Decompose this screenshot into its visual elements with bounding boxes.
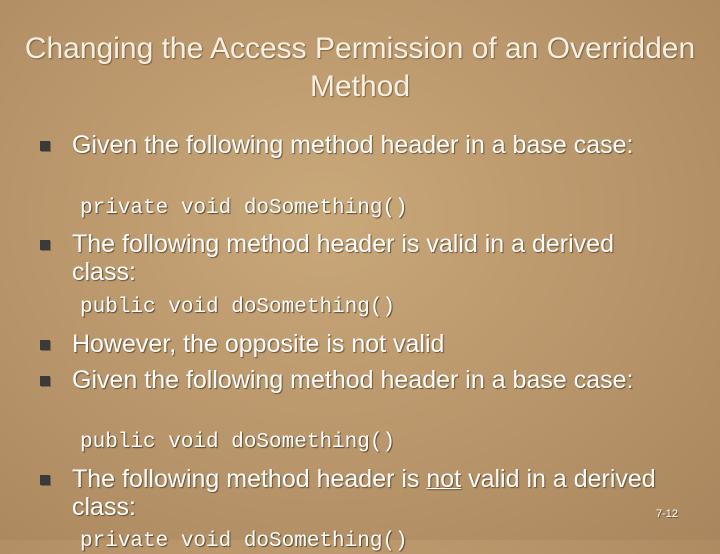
code-line: private void doSomething(): [80, 197, 408, 220]
bullet-text: Given the following method header in a base case:: [72, 366, 634, 394]
bullet-text: Given the following method header in a base case:: [72, 131, 634, 159]
square-bullet-icon: [40, 340, 50, 350]
bullet-item: [40, 131, 660, 159]
bullet-text: However, the opposite is not valid: [72, 330, 445, 358]
code-line: public void doSomething(): [80, 431, 396, 454]
code-line: public void doSomething(): [80, 296, 396, 319]
emphasis-not: not: [426, 465, 462, 493]
bullet-item: [40, 366, 660, 394]
square-bullet-icon: [40, 240, 50, 250]
bullet-item: [40, 465, 660, 521]
bullet-item: [40, 330, 660, 358]
bullet-text-part: The following method header is: [72, 465, 427, 493]
bullet-item: [40, 230, 660, 286]
code-line: private void doSomething(): [80, 530, 408, 553]
square-bullet-icon: [40, 141, 50, 151]
bullet-text: The following method header is valid in a derived class:: [72, 230, 614, 286]
page-number: 7-12: [655, 508, 678, 520]
bullet-text: [72, 465, 660, 521]
slide-title: Changing the Access Permission of an Overridden Method: [24, 32, 696, 103]
bullet-text-part: valid in a derived class:: [72, 465, 656, 521]
square-bullet-icon: [40, 376, 50, 386]
square-bullet-icon: [40, 475, 50, 485]
